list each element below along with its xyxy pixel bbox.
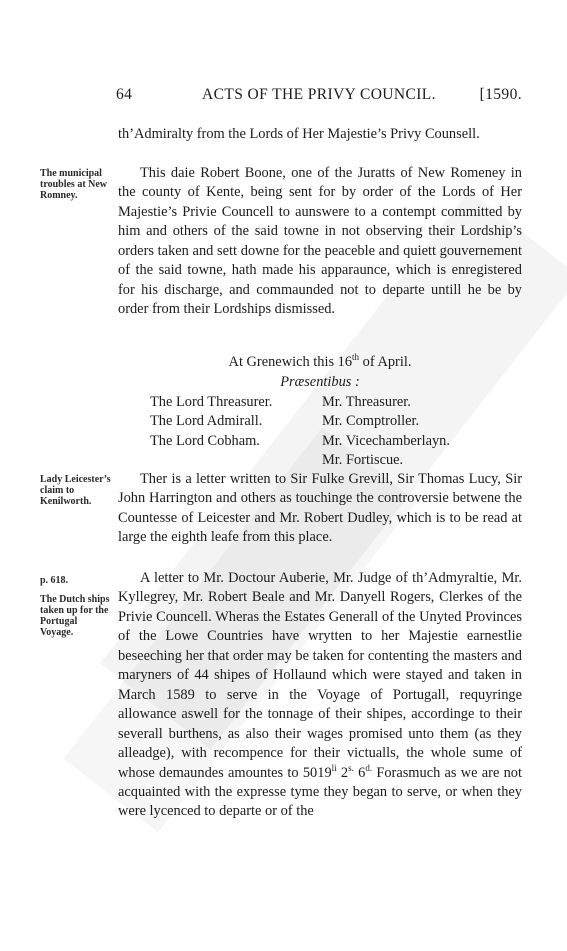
attendee: Mr. Vicechamberlayn. [322,432,450,449]
dutch-ships-paragraph [118,569,522,822]
running-header [116,86,522,108]
boone-paragraph [118,164,522,320]
margin-note-dutch-ships: The Dutch ships taken up for the Portugal Voyage. [40,594,110,638]
paragraph-text: Ther is a letter written to Sir Fulke Grevill, Sir Thomas Lucy, Sir John Harrington and others as touchinge the controversie betwene the Countesse of Leicester and Mr. Robert Dudley, which is to be read at large the eighth leafe from this place. [118,471,522,546]
attendee: The Lord Threasurer. [150,394,273,410]
attendee: The Lord Admirall. [150,413,263,430]
attendee: Mr. Threasurer. [322,394,411,410]
praesentibus-heading: Præsentibus : [280,374,360,390]
attendance-column-right [322,393,450,470]
page-number: 64 [116,86,133,103]
paragraph-text [118,569,522,822]
running-title: ACTS OF THE PRIVY COUNCIL. [202,86,436,103]
leicester-paragraph [118,470,522,548]
margin-note-new-romney: The municipal troubles at New Romney. [40,168,108,201]
meeting-place-sup: th [352,352,360,363]
paragraph-tail: Forasmuch as we are not acquainted with the expresse tyme they began to serve, or when they were lycenced to departe or of the [118,764,522,820]
paragraph-text: th’Admiralty from the Lords of Her Majestie’s Privy Counsell. [118,126,480,142]
shillings-sup: s. [348,762,354,773]
margin-note-leicester: Lady Leicester’s claim to Kenilworth. [40,474,111,507]
meeting-place-suffix: of April. [359,354,412,370]
meeting-place [118,354,522,371]
attendee: Mr. Fortiscue. [322,451,404,468]
paragraph-body: A letter to Mr. Doctour Auberie, Mr. Judge of th’Admyraltie, Mr. Kyllegrey, Mr. Robert Beale and Mr. Danyell Rogers, Clerkes of the Privie Councell. Wheras the Estates Generall of the Unyted Provinces of the Lowe Countries have wrytten to her Majestie earnestlie beseeching her that order may be taken for contenting the masters and maryners of 44 shipes of Hollaund which were stayed and taken in March 1589 to serve in the Voyage of Portugall, requyringe allowance aswell for the tonnage of their shipes, accordinge to their severall burthens, as also their wages promised unto them (as they alleadge), with recompence for their victualls, the whole sume of whose demaundes amountes to 5019 [118,570,522,781]
margin-page-reference: p. 618. [40,575,69,586]
attendance-column-left [150,393,272,451]
shillings-amount: 2 [336,764,349,781]
pence-amount: 6 [353,764,366,781]
attendee: The Lord Cobham. [150,432,260,449]
pence-sup: d. [365,762,373,773]
attendee: Mr. Comptroller. [322,413,420,430]
header-year: [1590. [479,86,522,103]
pounds-sup: li [331,762,337,773]
continuation-paragraph [118,125,522,144]
meeting-place-prefix: At Grenewich this 16 [228,354,353,370]
paragraph-text: This daie Robert Boone, one of the Juratts of New Romeney in the county of Kente, being sent for by order of the Lords of Her Majestie’s Privie Councell to aunswere to a contempt committed by him and others of the said towne in not observing their Lordship’s orders taken and sett downe for the peaceble and quiett gouvernement of the said towne, hath made his apparaunce, which is enregistered for his discharge, and commaunded not to departe untill he be by order from their Lordships dismissed. [118,165,522,318]
